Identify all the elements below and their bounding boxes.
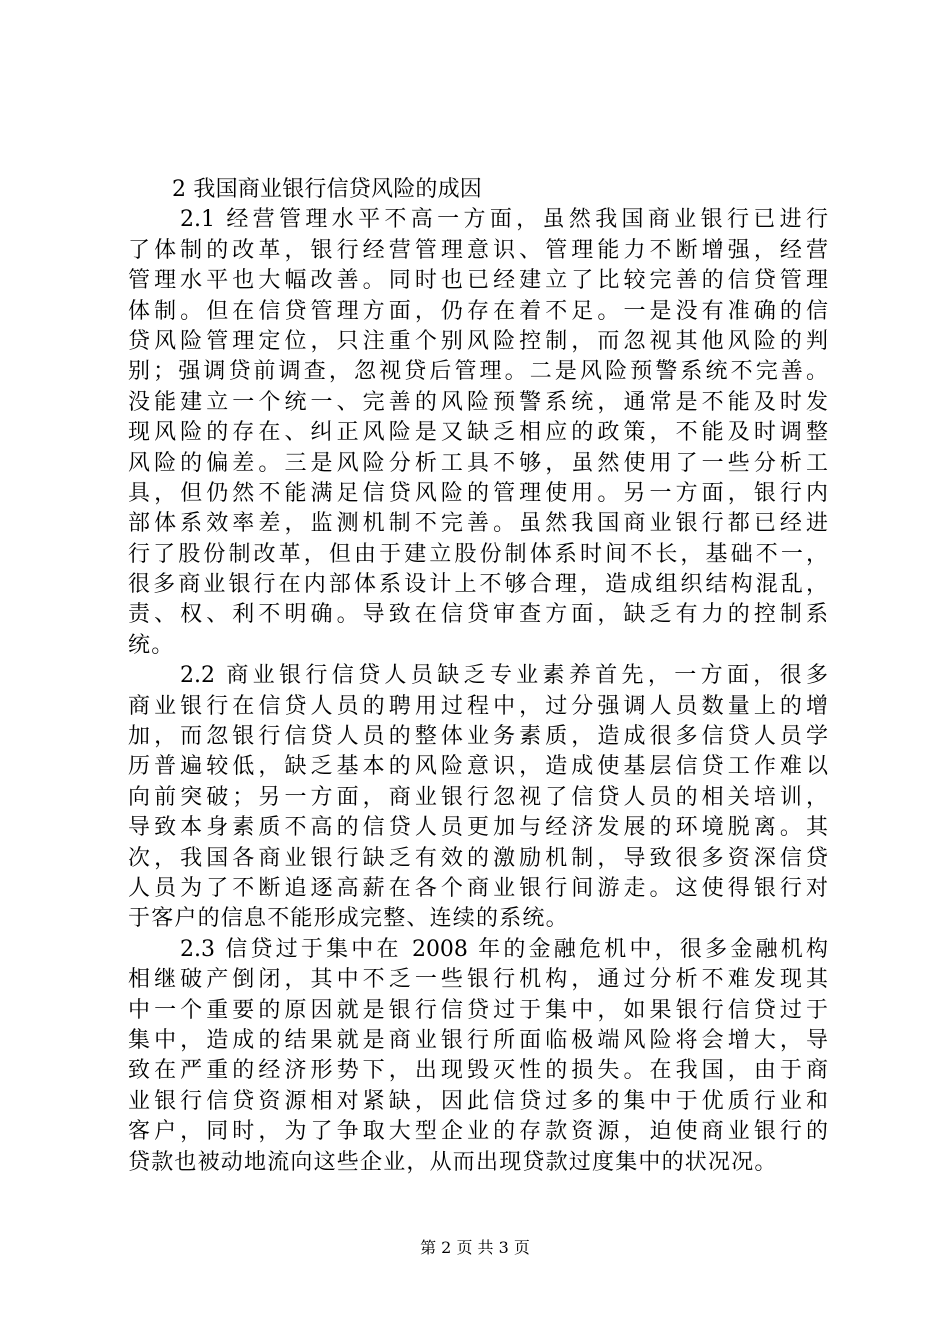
paragraph-line: 体制。但在信贷管理方面，仍存在着不足。一是没有准确的信 (128, 298, 828, 324)
paragraph-line: 部体系效率差，监测机制不完善。虽然我国商业银行都已经进 (128, 511, 828, 537)
paragraph-line: 加，而忽银行信贷人员的整体业务素质，造成很多信贷人员学 (128, 724, 828, 750)
paragraph-line: 向前突破；另一方面，商业银行忽视了信贷人员的相关培训， (128, 784, 828, 810)
paragraph-line: 很多商业银行在内部体系设计上不够合理，造成组织结构混乱， (128, 572, 828, 598)
paragraph-line: 相继破产倒闭，其中不乏一些银行机构，通过分析不难发现其 (128, 967, 828, 993)
paragraph-line: 贷风险管理定位，只注重个别风险控制，而忽视其他风险的判 (128, 328, 828, 354)
paragraph-line: 2.3 信贷过于集中在 2008 年的金融危机中，很多金融机构 (180, 936, 828, 962)
paragraph-line: 行了股份制改革，但由于建立股份制体系时间不长，基础不一， (128, 541, 828, 567)
section-heading: 2 我国商业银行信贷风险的成因 (172, 177, 482, 202)
paragraph-line: 了体制的改革，银行经营管理意识、管理能力不断增强，经营 (128, 237, 828, 263)
paragraph-line: 致在严重的经济形势下，出现毁灭性的损失。在我国，由于商 (128, 1058, 828, 1084)
paragraph-line: 统。 (128, 632, 175, 658)
paragraph-line: 中一个重要的原因就是银行信贷过于集中，如果银行信贷过于 (128, 997, 828, 1023)
paragraph-line: 别；强调贷前调查，忽视贷后管理。二是风险预警系统不完善。 (128, 359, 828, 385)
paragraph-line: 2.1 经营管理水平不高一方面，虽然我国商业银行已进行 (180, 207, 828, 233)
paragraph-line: 次，我国各商业银行缺乏有效的激励机制，导致很多资深信贷 (128, 845, 828, 871)
page-footer: 第 2 页 共 3 页 (420, 1238, 530, 1257)
paragraph-line: 贷款也被动地流向这些企业，从而出现贷款过度集中的状况况。 (128, 1149, 778, 1175)
paragraph-line: 商业银行在信贷人员的聘用过程中，过分强调人员数量上的增 (128, 693, 828, 719)
paragraph-line: 于客户的信息不能形成完整、连续的系统。 (128, 906, 569, 932)
paragraph-line: 客户，同时，为了争取大型企业的存款资源，迫使商业银行的 (128, 1119, 828, 1145)
paragraph-line: 历普遍较低，缺乏基本的风险意识，造成使基层信贷工作难以 (128, 754, 828, 780)
paragraph-line: 业银行信贷资源相对紧缺，因此信贷过多的集中于优质行业和 (128, 1088, 828, 1114)
paragraph-line: 导致本身素质不高的信贷人员更加与经济发展的环境脱离。其 (128, 815, 828, 841)
paragraph-line: 管理水平也大幅改善。同时也已经建立了比较完善的信贷管理 (128, 268, 828, 294)
paragraph-line: 人员为了不断追逐高薪在各个商业银行间游走。这使得银行对 (128, 875, 828, 901)
paragraph-line: 风险的偏差。三是风险分析工具不够，虽然使用了一些分析工 (128, 450, 828, 476)
paragraph-line: 集中，造成的结果就是商业银行所面临极端风险将会增大，导 (128, 1027, 828, 1053)
paragraph-line: 2.2 商业银行信贷人员缺乏专业素养首先，一方面，很多 (180, 663, 828, 689)
paragraph-line: 没能建立一个统一、完善的风险预警系统，通常是不能及时发 (128, 389, 828, 415)
paragraph-line: 具，但仍然不能满足信贷风险的管理使用。另一方面，银行内 (128, 480, 828, 506)
document-body (128, 175, 828, 1178)
paragraph-line: 现风险的存在、纠正风险是又缺乏相应的政策，不能及时调整 (128, 420, 828, 446)
paragraph-line: 责、权、利不明确。导致在信贷审查方面，缺乏有力的控制系 (128, 602, 828, 628)
